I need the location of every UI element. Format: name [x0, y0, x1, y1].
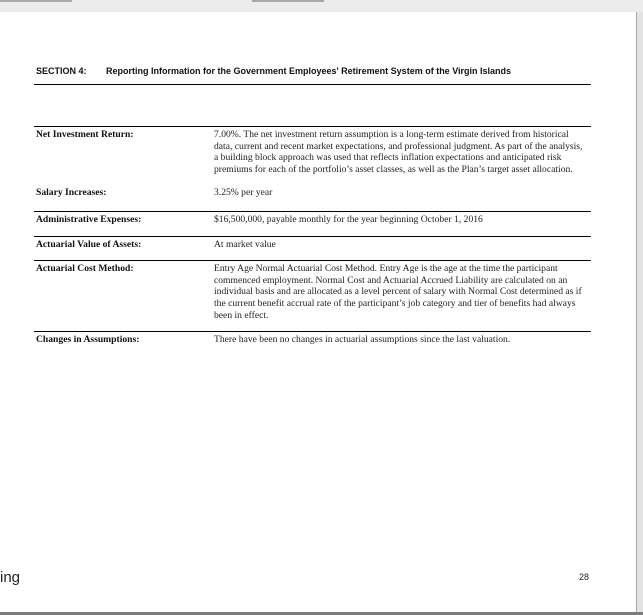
row-value: 3.25% per year: [214, 187, 273, 199]
scrollbar-track[interactable]: [637, 12, 643, 612]
section-title: Reporting Information for the Government Employees' Retirement System of the Virgin Islands: [106, 66, 512, 76]
section-number: SECTION 4:: [36, 66, 87, 76]
row-label: Net Investment Return:: [34, 127, 212, 186]
table-row: [34, 236, 591, 261]
toolbar-tab-left[interactable]: [0, 0, 72, 2]
page-number: 28: [579, 572, 590, 582]
table-row: [34, 332, 591, 356]
table-row: [34, 185, 591, 211]
row-label: Salary Increases:: [36, 187, 107, 199]
section-header: [36, 66, 596, 76]
assumptions-table: [34, 126, 591, 356]
toolbar-tab-center[interactable]: [252, 0, 324, 2]
row-label: Administrative Expenses:: [34, 211, 212, 236]
row-label: Actuarial Cost Method:: [34, 261, 212, 332]
table-row: [34, 261, 591, 332]
table-row: [34, 211, 591, 236]
adjacent-page-fragment: ing: [0, 569, 21, 586]
row-label: Actuarial Value of Assets:: [34, 236, 212, 261]
row-value: $16,500,000, payable monthly for the year beginning October 1, 2016: [212, 211, 591, 236]
row-value: There have been no changes in actuarial assumptions since the last valuation.: [212, 332, 591, 356]
row-value: 7.00%. The net investment return assumption is a long-term estimate derived from historical data, current and recent market expectations, and professional judgment. As part of the analysis, a building block approach was used that reflects inflation expectations and anticipated risk premiums for each of the portfolio’s asset classes, as well as the Plan’s target asset allocation.: [212, 127, 591, 186]
row-value: Entry Age Normal Actuarial Cost Method. Entry Age is the age at the time the participant commenced employment. Normal Cost and Actuarial Accrued Liability are calculated on an individual basis and are allocated as a level percent of salary with Normal Cost determined as if the current benefit accrual rate of the participant’s job category and tier of benefits had always been in effect.: [212, 261, 591, 332]
document-page: [0, 12, 637, 612]
table-row: [34, 127, 591, 186]
row-value: At market value: [212, 236, 591, 261]
row-label: Changes in Assumptions:: [34, 332, 212, 356]
header-divider: [34, 84, 591, 85]
